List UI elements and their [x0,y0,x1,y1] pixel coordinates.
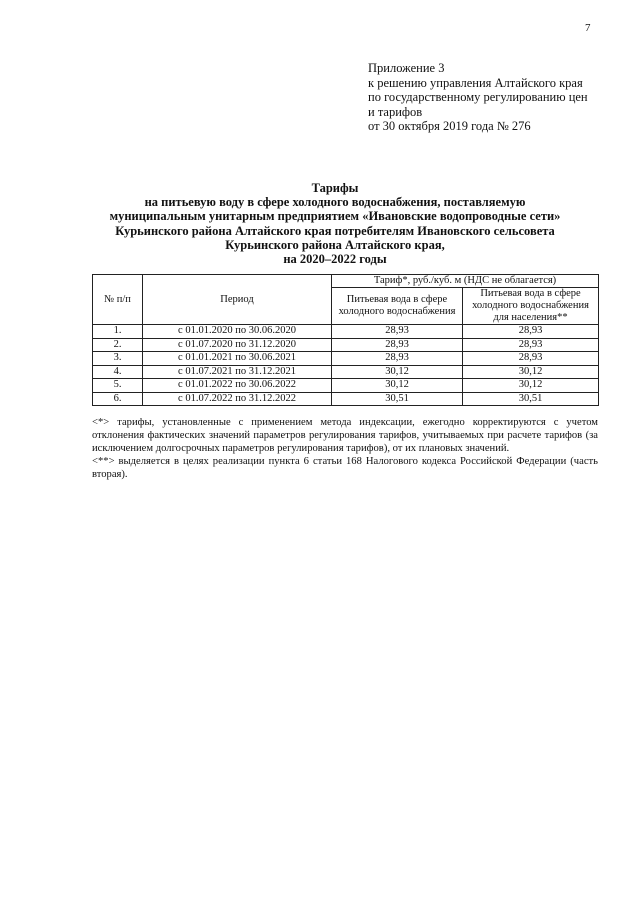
header-drinking-water: Питьевая вода в сфере холодного водоснабжения [332,288,463,325]
cell-value: 28,93 [463,325,599,339]
cell-value: 30,12 [463,365,599,379]
title-line: Тарифы [311,181,359,195]
document-title [70,181,600,266]
cell-value: 28,93 [463,338,599,352]
footnote-1: <*> тарифы, установленные с применением метода индексации, ежегодно корректируются с учетом отклонения фактических значений параметров регулирования тарифов, учитываемых при расчете тарифов (за исключением долгосрочных параметров регулирования тарифов), от их плановых значений. [92,417,598,454]
header-num: № п/п [93,275,143,325]
cell-num: 5. [93,379,143,393]
header-tariff-group: Тариф*, руб./куб. м (НДС не облагается) [332,275,599,288]
cell-value: 28,93 [332,352,463,366]
appendix-line: Приложение 3 [368,61,445,75]
header-period: Период [143,275,332,325]
cell-period: с 01.07.2022 по 31.12.2022 [143,392,332,406]
title-line: на питьевую воду в сфере холодного водоснабжения, поставляемую [144,195,526,210]
cell-value: 30,12 [332,379,463,393]
page-number: 7 [585,22,591,34]
appendix-header [368,61,588,134]
title-line: муниципальным унитарным предприятием «Ивановские водопроводные сети» [109,209,561,224]
cell-period: с 01.07.2020 по 31.12.2020 [143,338,332,352]
table-row [93,379,599,393]
cell-num: 2. [93,338,143,352]
cell-value: 30,51 [463,392,599,406]
cell-value: 28,93 [332,338,463,352]
header-drinking-water-population: Питьевая вода в сфере холодного водоснабжения для населения** [463,288,599,325]
cell-period: с 01.01.2020 по 30.06.2020 [143,325,332,339]
cell-num: 1. [93,325,143,339]
table-row [93,325,599,339]
cell-period: с 01.01.2021 по 30.06.2021 [143,352,332,366]
cell-value: 30,51 [332,392,463,406]
cell-num: 4. [93,365,143,379]
table-row [93,392,599,406]
appendix-line: к решению управления Алтайского края [368,75,583,90]
cell-period: с 01.01.2022 по 30.06.2022 [143,379,332,393]
cell-value: 28,93 [332,325,463,339]
title-line: на 2020–2022 годы [283,252,387,267]
title-line: Курьинского района Алтайского края потребителям Ивановского сельсовета [115,223,555,238]
footnotes [92,416,598,481]
cell-value: 30,12 [463,379,599,393]
appendix-line: по государственному регулированию цен [368,90,588,104]
cell-num: 6. [93,392,143,406]
title-line: Курьинского района Алтайского края, [225,237,445,252]
tariff-table [92,274,599,406]
cell-value: 28,93 [463,352,599,366]
table-row [93,352,599,366]
cell-period: с 01.07.2021 по 31.12.2021 [143,365,332,379]
appendix-line: от 30 октября 2019 года № 276 [368,119,531,133]
table-row [93,365,599,379]
footnote-2: <**> выделяется в целях реализации пункта 6 статьи 168 Налогового кодекса Российской Федерации (часть вторая). [92,456,598,480]
cell-num: 3. [93,352,143,366]
table-row [93,338,599,352]
cell-value: 30,12 [332,365,463,379]
appendix-line: и тарифов [368,104,423,119]
